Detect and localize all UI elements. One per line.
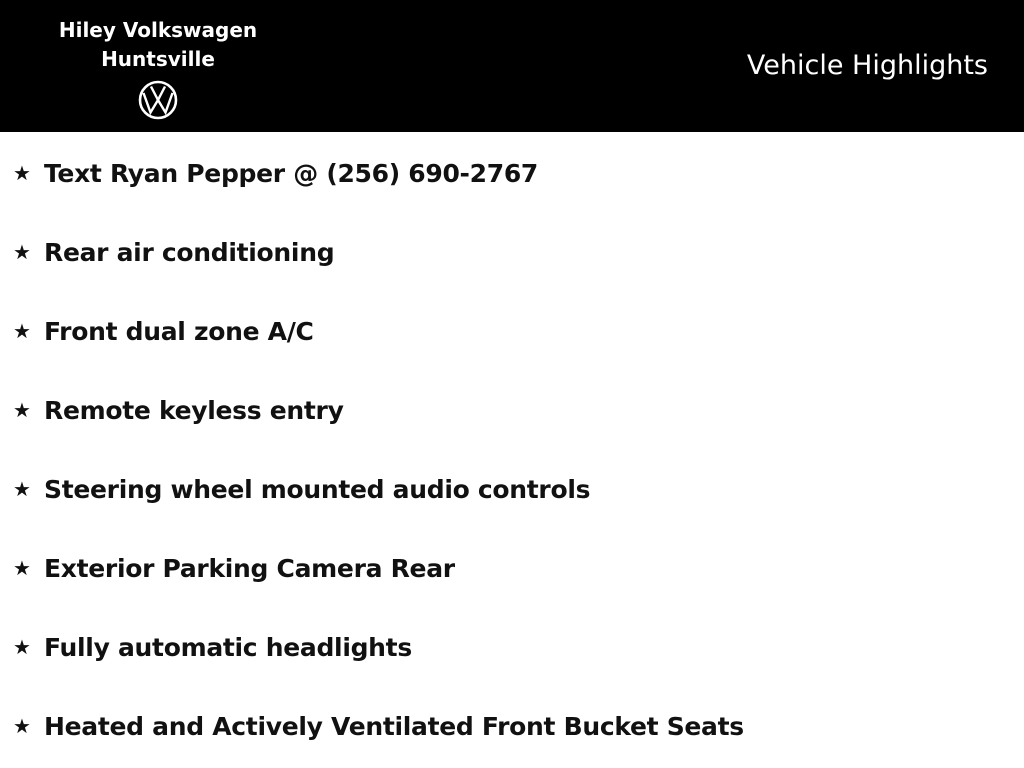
highlight-text: Text Ryan Pepper @ (256) 690-2767	[44, 158, 539, 188]
highlight-text: Rear air conditioning	[44, 237, 335, 267]
highlight-text: Front dual zone A/C	[44, 316, 314, 346]
list-item	[10, 390, 344, 430]
dealer-brand	[58, 16, 258, 120]
list-item	[10, 627, 412, 667]
star-icon: ★	[13, 635, 31, 659]
page-title: Vehicle Highlights	[746, 50, 988, 81]
star-icon: ★	[13, 319, 31, 343]
highlight-text: Steering wheel mounted audio controls	[44, 474, 591, 504]
header-banner	[0, 0, 1024, 132]
highlight-text: Fully automatic headlights	[44, 632, 412, 662]
star-icon: ★	[13, 161, 31, 185]
highlight-text: Remote keyless entry	[44, 395, 344, 425]
dealer-name: Hiley Volkswagen	[58, 18, 258, 42]
list-item	[10, 548, 455, 588]
list-item	[10, 311, 314, 351]
list-item	[10, 232, 334, 272]
star-icon: ★	[13, 240, 31, 264]
highlight-text: Exterior Parking Camera Rear	[44, 553, 455, 583]
star-icon: ★	[13, 556, 31, 580]
list-item	[10, 469, 590, 509]
list-item	[10, 706, 744, 746]
vw-logo-icon	[138, 80, 178, 120]
star-icon: ★	[13, 477, 31, 501]
star-icon: ★	[13, 398, 31, 422]
star-icon: ★	[13, 714, 31, 738]
highlight-text: Heated and Actively Ventilated Front Bucket Seats	[44, 711, 744, 741]
dealer-location: Huntsville	[101, 47, 215, 71]
list-item	[10, 153, 538, 193]
